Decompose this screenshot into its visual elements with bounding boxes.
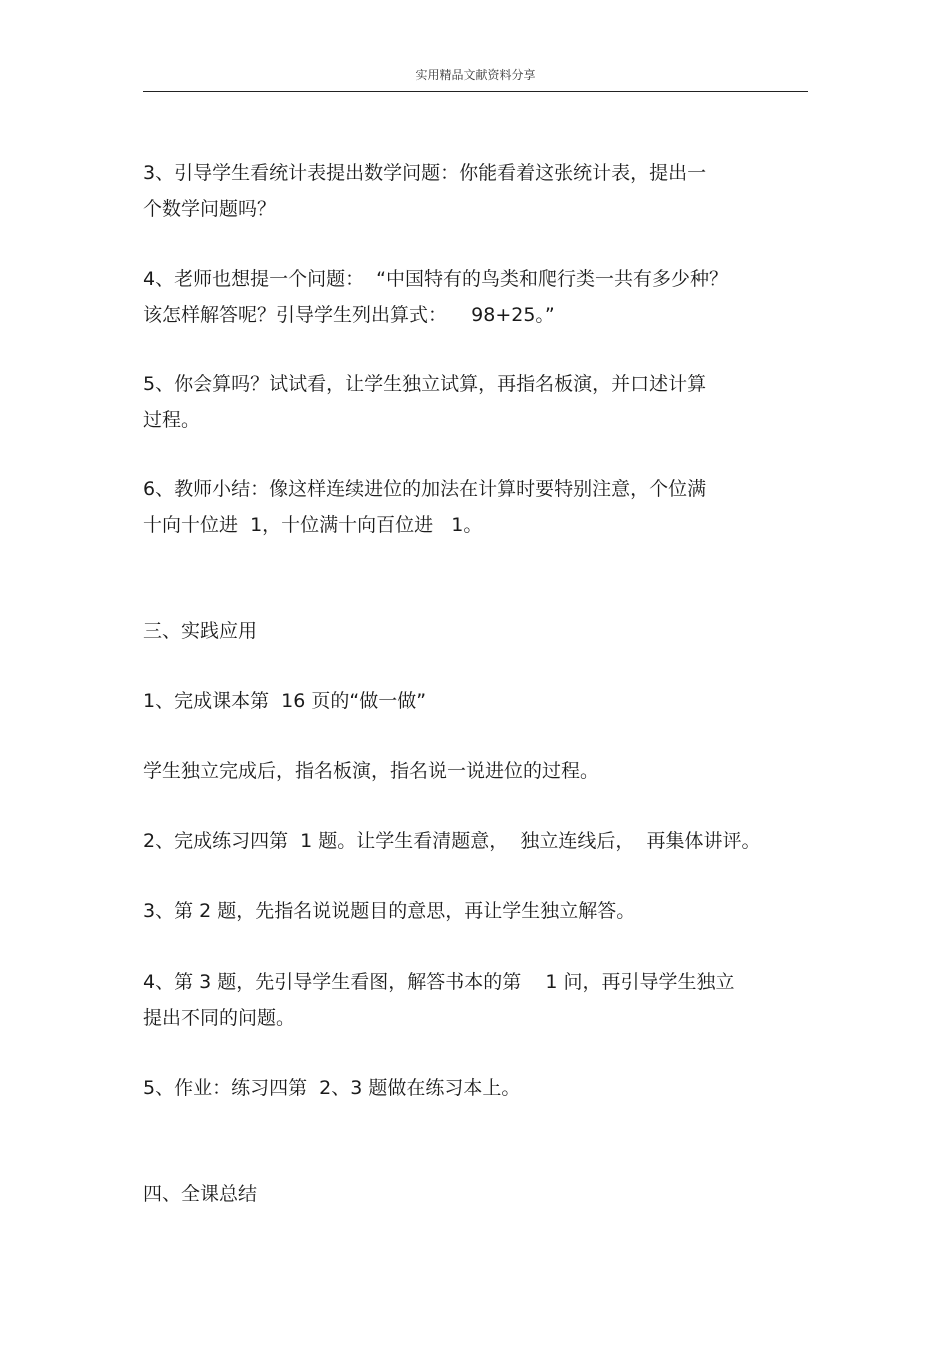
section-heading-practice: 三、实践应用 (143, 620, 258, 642)
paragraph-step-4 (143, 261, 728, 333)
section-heading-summary: 四、全课总结 (143, 1183, 258, 1205)
paragraph-line: 4、第 3 题，先引导学生看图，解答书本的第 1 问，再引导学生独立 (143, 971, 735, 993)
paragraph-line: 十向十位进 1，十位满十向百位进 1。 (143, 514, 483, 536)
paragraph-line: 6、教师小结：像这样连续进位的加法在计算时要特别注意，个位满 (143, 478, 707, 500)
paragraph-practice-5: 5、作业：练习四第 2、3 题做在练习本上。 (143, 1077, 521, 1099)
paragraph-line: 个数学问题吗？ (143, 198, 277, 220)
paragraph-practice-4 (143, 964, 735, 1036)
header-divider (143, 91, 808, 92)
paragraph-line: 提出不同的问题。 (143, 1007, 296, 1029)
paragraph-step-3 (143, 155, 706, 227)
paragraph-line: 5、你会算吗？试试看，让学生独立试算，再指名板演，并口述计算 (143, 373, 707, 395)
paragraph-practice-1-detail: 学生独立完成后，指名板演，指名说一说进位的过程。 (143, 760, 600, 782)
paragraph-practice-3: 3、第 2 题，先指名说说题目的意思，再让学生独立解答。 (143, 900, 636, 922)
paragraph-step-5 (143, 366, 706, 438)
paragraph-line: 3、引导学生看统计表提出数学问题：你能看着这张统计表，提出一 (143, 162, 707, 184)
paragraph-practice-2: 2、完成练习四第 1 题。让学生看清题意， 独立连线后， 再集体讲评。 (143, 830, 761, 852)
page-header: 实用精品文献资料分享 (415, 68, 536, 82)
paragraph-line: 该怎样解答呢？引导学生列出算式： 98+25。” (143, 304, 555, 326)
paragraph-line: 过程。 (143, 409, 201, 431)
paragraph-step-6 (143, 471, 706, 543)
paragraph-practice-1: 1、完成课本第 16 页的“做一做” (143, 690, 427, 712)
paragraph-line: 4、老师也想提一个问题： “中国特有的鸟类和爬行类一共有多少种？ (143, 268, 729, 290)
